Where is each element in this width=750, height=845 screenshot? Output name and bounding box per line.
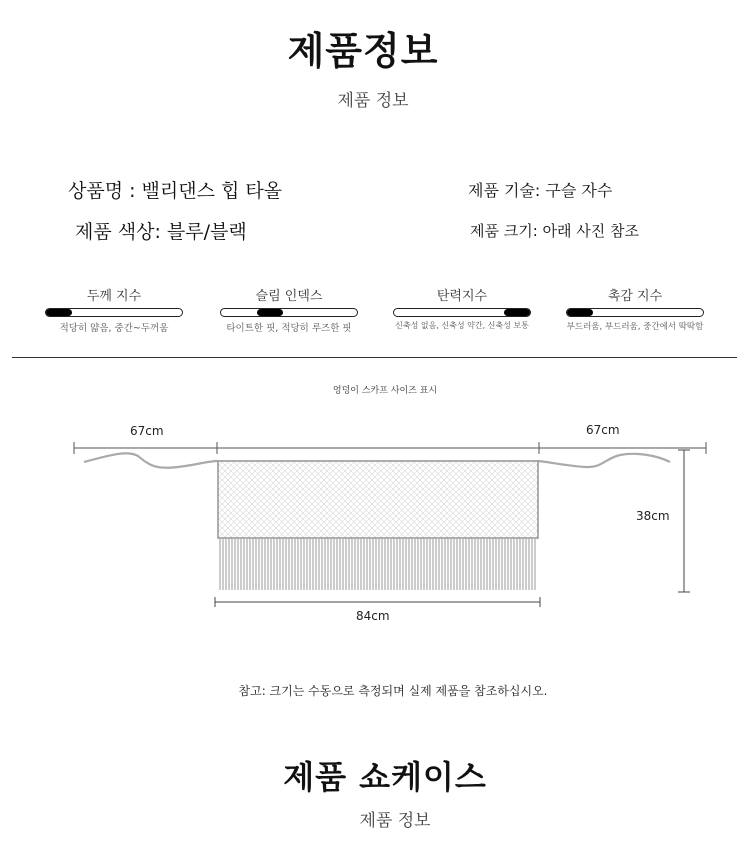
left-tie-length: 67cm — [130, 424, 164, 438]
scarf-fringe — [220, 539, 535, 590]
product-technique: 제품 기술: 구슬 자수 — [468, 181, 613, 200]
product-color: 제품 색상: 블루/블랙 — [75, 221, 247, 243]
right-tie — [538, 454, 670, 467]
product-size: 제품 크기: 아래 사진 참조 — [470, 222, 640, 240]
right-tie-length: 67cm — [586, 423, 620, 437]
product-name: 상품명 : 밸리댄스 힙 타올 — [68, 180, 283, 202]
left-tie — [84, 453, 218, 467]
height-length: 38cm — [636, 509, 670, 523]
meter-label: 탄력지수 — [436, 289, 488, 304]
page-subtitle: 제품 정보 — [337, 91, 409, 111]
diagram-title: 엉덩이 스카프 사이즈 표시 — [332, 386, 438, 396]
meter-caption: 적당히 얇음, 중간~두꺼움 — [59, 323, 169, 334]
page-title: 제품정보 — [287, 29, 439, 73]
scarf-body — [218, 461, 538, 538]
meter-caption: 타이트한 핏, 적당히 루즈한 핏 — [226, 323, 352, 334]
meter-label: 두께 지수 — [86, 289, 142, 304]
meter-caption: 부드러움, 부드러움, 중간에서 딱딱함 — [566, 322, 704, 332]
showcase-subtitle: 제품 정보 — [359, 811, 431, 831]
width-length: 84cm — [356, 609, 390, 623]
showcase-title: 제품 쇼케이스 — [283, 758, 487, 796]
measurement-note: 참고: 크기는 수동으로 측정되며 실제 제품을 참조하십시오. — [238, 684, 548, 698]
meter-label: 촉감 지수 — [607, 289, 663, 304]
meter-label: 슬림 인덱스 — [255, 289, 323, 304]
meter-caption: 신축성 없음, 신축성 약간, 신축성 보통 — [395, 321, 529, 330]
